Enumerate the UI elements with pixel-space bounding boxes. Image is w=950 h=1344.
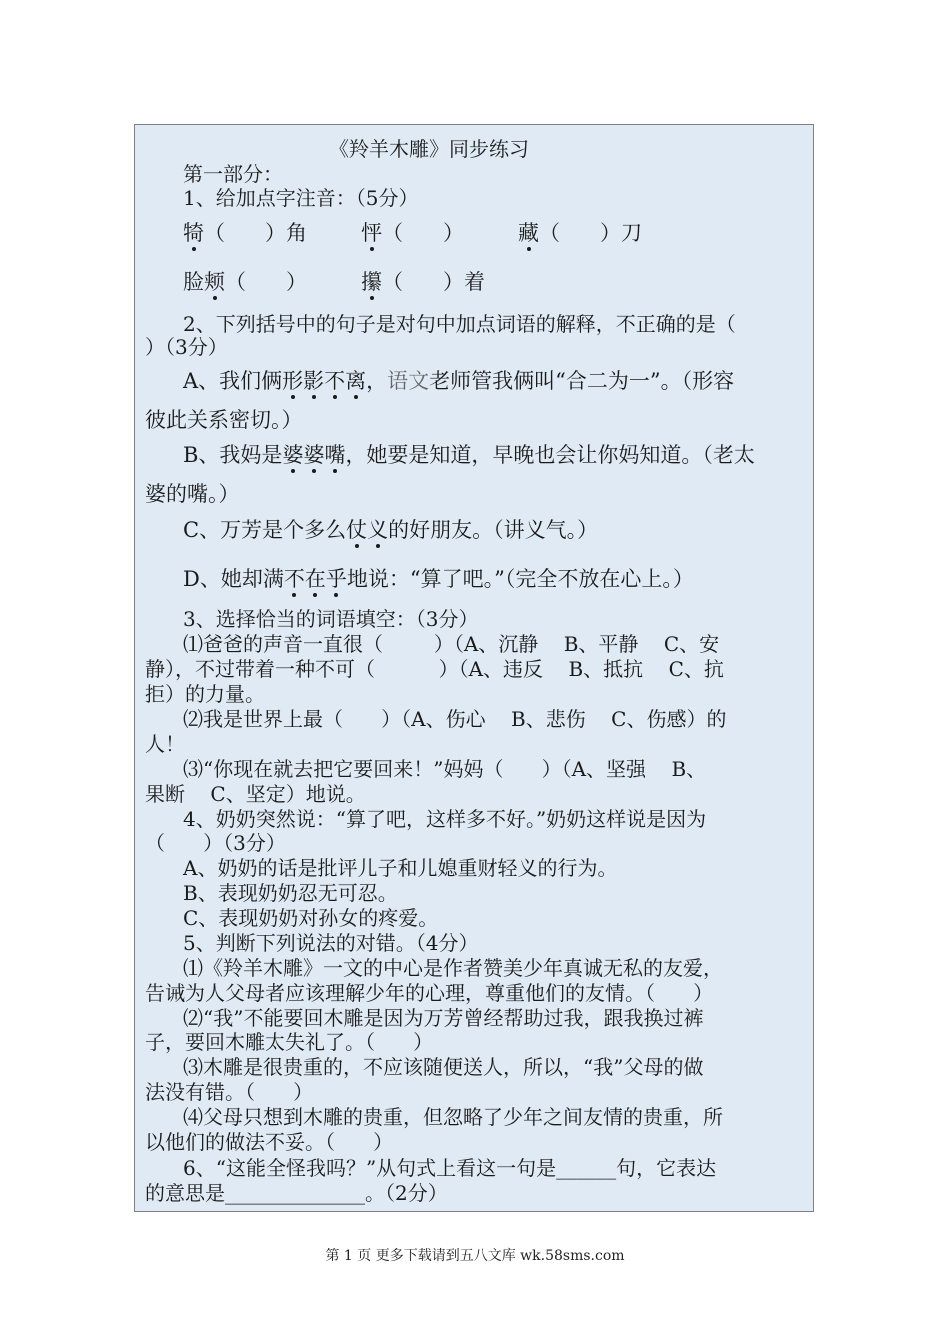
q5-item-1-line-1: ⑴《羚羊木雕》一文的中心是作者赞美少年真诚无私的友爱，	[183, 956, 723, 980]
q5-item-2-line-1: ⑵“我”不能要回木雕是因为万芳曾经帮助过我，跟我换过裤	[183, 1006, 704, 1030]
q1-row-1	[183, 221, 307, 245]
question-3: 3、选择恰当的词语填空：（3分）	[183, 607, 479, 631]
dotted-char: 不	[283, 567, 305, 591]
dotted-char: 不	[324, 369, 346, 393]
q2-option-a	[183, 369, 734, 393]
option-text: B、我妈是	[183, 443, 283, 467]
q4-option-c: C、表现奶奶对孙女的疼爱。	[183, 906, 439, 930]
question-2-line-1: 2、下列括号中的句子是对句中加点词语的解释，不正确的是（	[183, 312, 736, 336]
dotted-char: 乎	[325, 567, 347, 591]
q2-option-c	[183, 518, 598, 542]
option-text: ，她要是知道，早晚也会让你妈知道。（老太	[345, 443, 755, 467]
dotted-char: 怦	[361, 221, 382, 245]
q1-blank: （ ）角	[204, 221, 308, 245]
q3-item-1-line-2: 静），不过带着一种不可（ ）（A、违反 B、抵抗 C、抗	[145, 657, 724, 681]
q3-item-1-line-3: 拒）的力量。	[145, 682, 265, 706]
dotted-char: 婆	[282, 443, 304, 467]
option-text: 地说：“算了吧。”（完全不放在心上。）	[346, 567, 694, 591]
q1-blank: （ ）	[382, 221, 465, 245]
dotted-char: 义	[367, 518, 389, 542]
question-5: 5、判断下列说法的对错。（4分）	[183, 931, 479, 955]
q1-blank: （ ）着	[382, 270, 486, 294]
worksheet-title: 《羚羊木雕》同步练习	[329, 137, 529, 161]
option-text: 老师管我俩叫“合二为一”。（形容	[429, 369, 735, 393]
q1-row-1b	[361, 221, 464, 245]
gray-word: 语文	[387, 369, 430, 393]
dotted-char: 影	[303, 369, 325, 393]
q3-item-1-line-1: ⑴爸爸的声音一直很（ ）（A、沉静 B、平静 C、安	[183, 632, 720, 656]
q3-item-2-line-1: ⑵我是世界上最（ ）（A、伤心 B、悲伤 C、伤感）的	[183, 707, 727, 731]
dotted-char: 犄	[183, 221, 204, 245]
question-6-line-2: 的意思是______________。（2分）	[145, 1181, 448, 1205]
dotted-char: 仗	[346, 518, 368, 542]
option-text: 的好朋友。（讲义气。）	[388, 518, 599, 542]
option-text: ，	[366, 369, 388, 393]
q1-blank: （ ）	[225, 270, 308, 294]
q5-item-1-line-2: 告诫为人父母者应该理解少年的心理，尊重他们的友情。（ ）	[145, 981, 714, 1005]
q5-item-4-line-1: ⑷父母只想到木雕的贵重，但忽略了少年之间友情的贵重，所	[183, 1105, 723, 1129]
q4-option-b: B、表现奶奶忍无可忍。	[183, 881, 398, 905]
dotted-char: 颊	[204, 270, 225, 294]
q1-blank: （ ）刀	[539, 221, 643, 245]
dotted-char: 藏	[518, 221, 539, 245]
dotted-char: 婆	[303, 443, 325, 467]
q1-row-2b	[361, 270, 485, 294]
plain-char: 脸	[183, 270, 204, 294]
option-text: C、万芳是个多么	[183, 518, 347, 542]
dotted-char: 形	[282, 369, 304, 393]
q5-item-4-line-2: 以他们的做法不妥。（ ）	[145, 1130, 394, 1154]
q2-option-b	[183, 443, 755, 467]
q4-option-a: A、奶奶的话是批评儿子和儿媳重财轻义的行为。	[183, 856, 618, 880]
q2-option-a-line-2: 彼此关系密切。）	[145, 408, 303, 432]
q3-item-3-line-2: 果断 C、坚定）地说。	[145, 782, 366, 806]
question-2-line-2: ）（3分）	[145, 335, 228, 359]
q1-row-2	[183, 270, 307, 294]
option-text: A、我们俩	[183, 369, 283, 393]
part-heading: 第一部分：	[183, 162, 283, 186]
q5-item-2-line-2: 子，要回木雕太失礼了。（ ）	[145, 1030, 434, 1054]
question-1: 1、给加点字注音：（5分）	[183, 186, 419, 210]
worksheet-panel	[134, 124, 814, 1212]
q2-option-b-line-2: 婆的嘴。）	[145, 482, 240, 506]
dotted-char: 离	[345, 369, 367, 393]
question-6-line-1: 6、“这能全怪我吗？”从句式上看这一句是______句，它表达	[183, 1156, 717, 1180]
q1-row-1c	[518, 221, 642, 245]
page-footer: 第 1 页 更多下载请到五八文库 wk.58sms.com	[325, 1248, 625, 1264]
q5-item-3-line-2: 法没有错。（ ）	[145, 1080, 314, 1104]
option-text: D、她却满	[183, 567, 284, 591]
q2-option-d	[183, 567, 694, 591]
dotted-char: 在	[304, 567, 326, 591]
question-4-line-1: 4、奶奶突然说：“算了吧，这样多不好。”奶奶这样说是因为	[183, 807, 707, 831]
question-4-line-2: （ ）（3分）	[145, 831, 286, 855]
q3-item-3-line-1: ⑶“你现在就去把它要回来！”妈妈（ ）（A、坚强 B、	[183, 757, 707, 781]
dotted-char: 嘴	[324, 443, 346, 467]
dotted-char: 攥	[361, 270, 382, 294]
q5-item-3-line-1: ⑶木雕是很贵重的，不应该随便送人，所以，“我”父母的做	[183, 1055, 704, 1079]
q3-item-2-line-2: 人！	[145, 732, 185, 756]
